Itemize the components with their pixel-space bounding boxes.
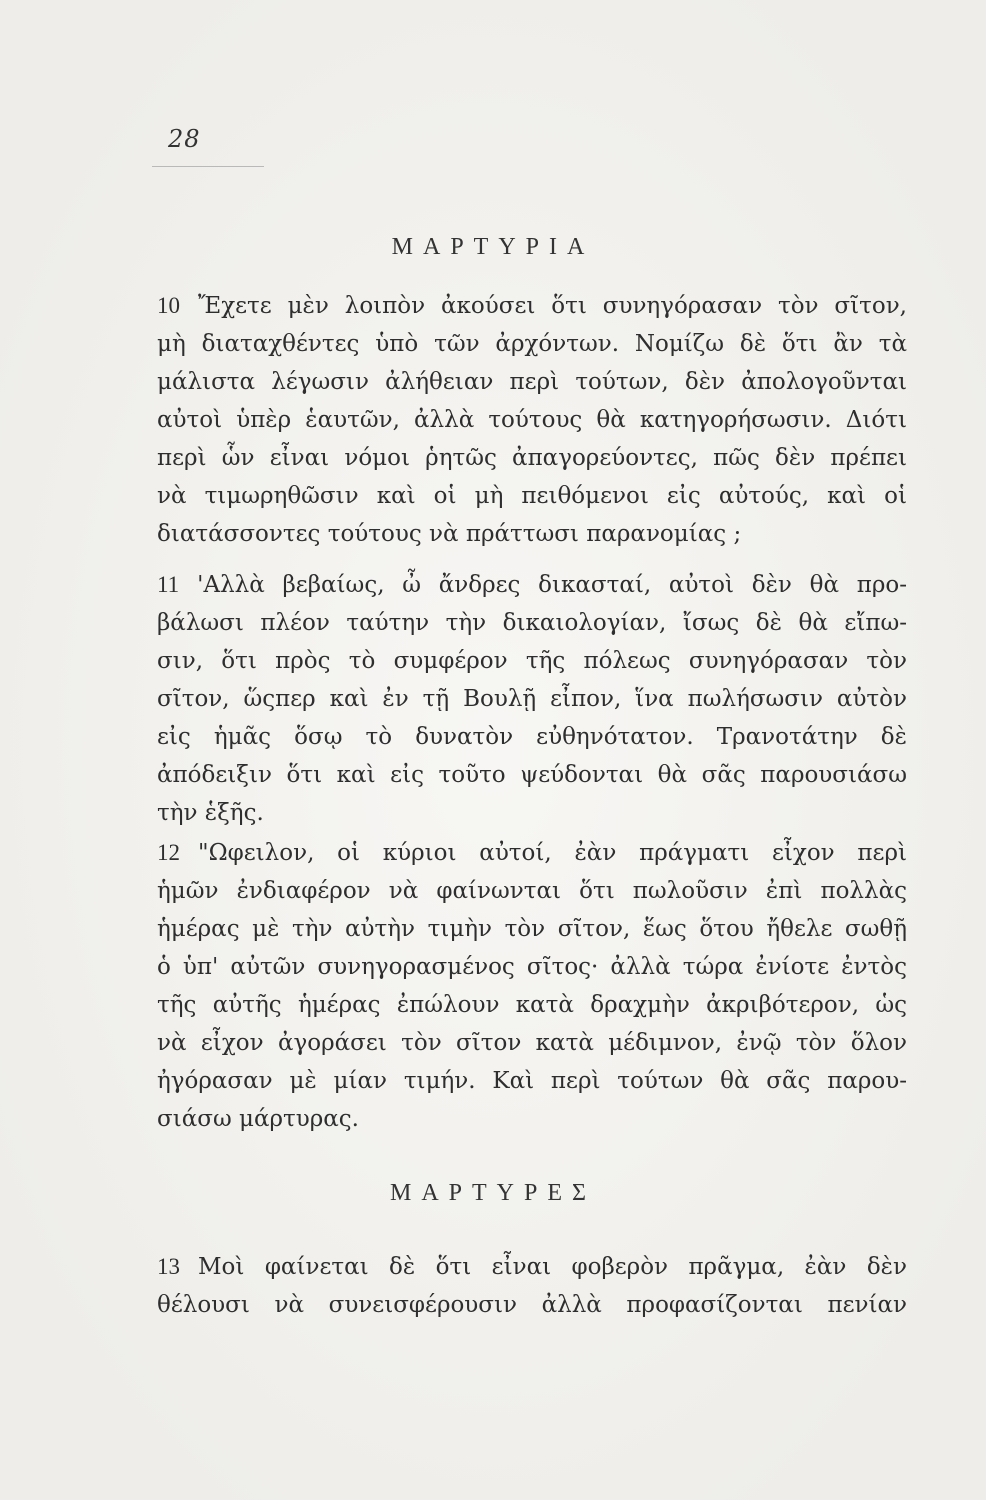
paragraph-line: σῖτον, ὥςπερ καὶ ἐν τῇ Βουλῇ εἶπον, ἵνα πωλήσωσιν αὐτὸν — [157, 686, 907, 712]
paragraph-line: 11 'Αλλὰ βεβαίως, ὦ ἄνδρες δικασταί, αὐτοὶ δὲν θὰ προ- — [157, 566, 907, 604]
paragraph-number: 11 — [157, 572, 180, 597]
paragraph-line: ἀπόδειξιν ὅτι καὶ εἰς τοῦτο ψεύδονται θὰ σᾶς παρουσιάσω — [157, 762, 907, 788]
paragraph-line: διατάσσοντες τούτους νὰ πράττωσι παρανομίας ; — [157, 521, 742, 547]
paragraph-number: 12 — [157, 840, 180, 865]
paragraph-line: σιάσω μάρτυρας. — [157, 1106, 359, 1132]
paragraph-line: ἡμῶν ἐνδιαφέρον νὰ φαίνωνται ὅτι πωλοῦσιν ἐπὶ πολλὰς — [157, 878, 907, 904]
paragraph-line: μάλιστα λέγωσιν ἀλήθειαν περὶ τούτων, δὲν ἀπολογοῦνται — [157, 369, 907, 395]
paragraph-line: αὐτοὶ ὑπὲρ ἑαυτῶν, ἀλλὰ τούτους θὰ κατηγορήσωσιν. Διότι — [157, 407, 907, 433]
section-title-testimony: ΜΑΡΤΥΡΙΑ — [391, 234, 595, 260]
paragraph-line: 13 Μοὶ φαίνεται δὲ ὅτι εἶναι φοβερὸν πρᾶγμα, ἐὰν δὲν — [157, 1248, 907, 1286]
paragraph-line: μὴ διαταχθέντες ὑπὸ τῶν ἀρχόντων. Νομίζω δὲ ὅτι ἂν τὰ — [157, 331, 907, 357]
paragraph-line: βάλωσι πλέον ταύτην τὴν δικαιολογίαν, ἴσως δὲ θὰ εἴπω- — [157, 610, 907, 636]
paragraph-number: 13 — [157, 1254, 180, 1279]
paragraph-10 — [157, 287, 907, 553]
paragraph-line: τῆς αὐτῆς ἡμέρας ἐπώλουν κατὰ δραχμὴν ἀκριβότερον, ὡς — [157, 992, 907, 1018]
paragraph-11 — [157, 566, 907, 832]
paragraph-12 — [157, 834, 907, 1138]
paragraph-line: περὶ ὧν εἶναι νόμοι ῥητῶς ἀπαγορεύοντες, πῶς δὲν πρέπει — [157, 445, 907, 471]
paragraph-line: ἡμέρας μὲ τὴν αὐτὴν τιμὴν τὸν σῖτον, ἕως ὅτου ἤθελε σωθῇ — [157, 916, 907, 942]
paragraph-13 — [157, 1248, 907, 1324]
paragraph-line: νὰ εἶχον ἀγοράσει τὸν σῖτον κατὰ μέδιμνον, ἐνῷ τὸν ὅλον — [157, 1030, 907, 1056]
paragraph-line: τὴν ἑξῆς. — [157, 800, 264, 826]
paragraph-line: θέλουσι νὰ συνεισφέρουσιν ἀλλὰ προφασίζονται πενίαν — [157, 1292, 907, 1318]
paragraph-line: ἠγόρασαν μὲ μίαν τιμήν. Καὶ περὶ τούτων θὰ σᾶς παρου- — [157, 1068, 907, 1094]
paragraph-line: σιν, ὅτι πρὸς τὸ συμφέρον τῆς πόλεως συνηγόρασαν τὸν — [157, 648, 907, 674]
section-title-witnesses: ΜΑΡΤΥΡΕΣ — [390, 1180, 596, 1206]
paragraph-number: 10 — [157, 293, 180, 318]
paragraph-line: 10 Ἔχετε μὲν λοιπὸν ἀκούσει ὅτι συνηγόρασαν τὸν σῖτον, — [157, 287, 907, 325]
paragraph-line: ὁ ὑπ' αὐτῶν συνηγορασμένος σῖτος· ἀλλὰ τώρα ἐνίοτε ἐντὸς — [157, 954, 907, 980]
page-number: 28 — [168, 125, 201, 153]
paragraph-line: 12 "Ωφειλον, οἱ κύριοι αὐτοί, ἐὰν πράγματι εἶχον περὶ — [157, 834, 907, 872]
paragraph-line: εἰς ἡμᾶς ὅσῳ τὸ δυνατὸν εὐθηνότατον. Τρανοτάτην δὲ — [157, 724, 907, 750]
header-rule — [152, 166, 264, 167]
paragraph-line: νὰ τιμωρηθῶσιν καὶ οἱ μὴ πειθόμενοι εἰς αὐτούς, καὶ οἱ — [157, 483, 907, 509]
